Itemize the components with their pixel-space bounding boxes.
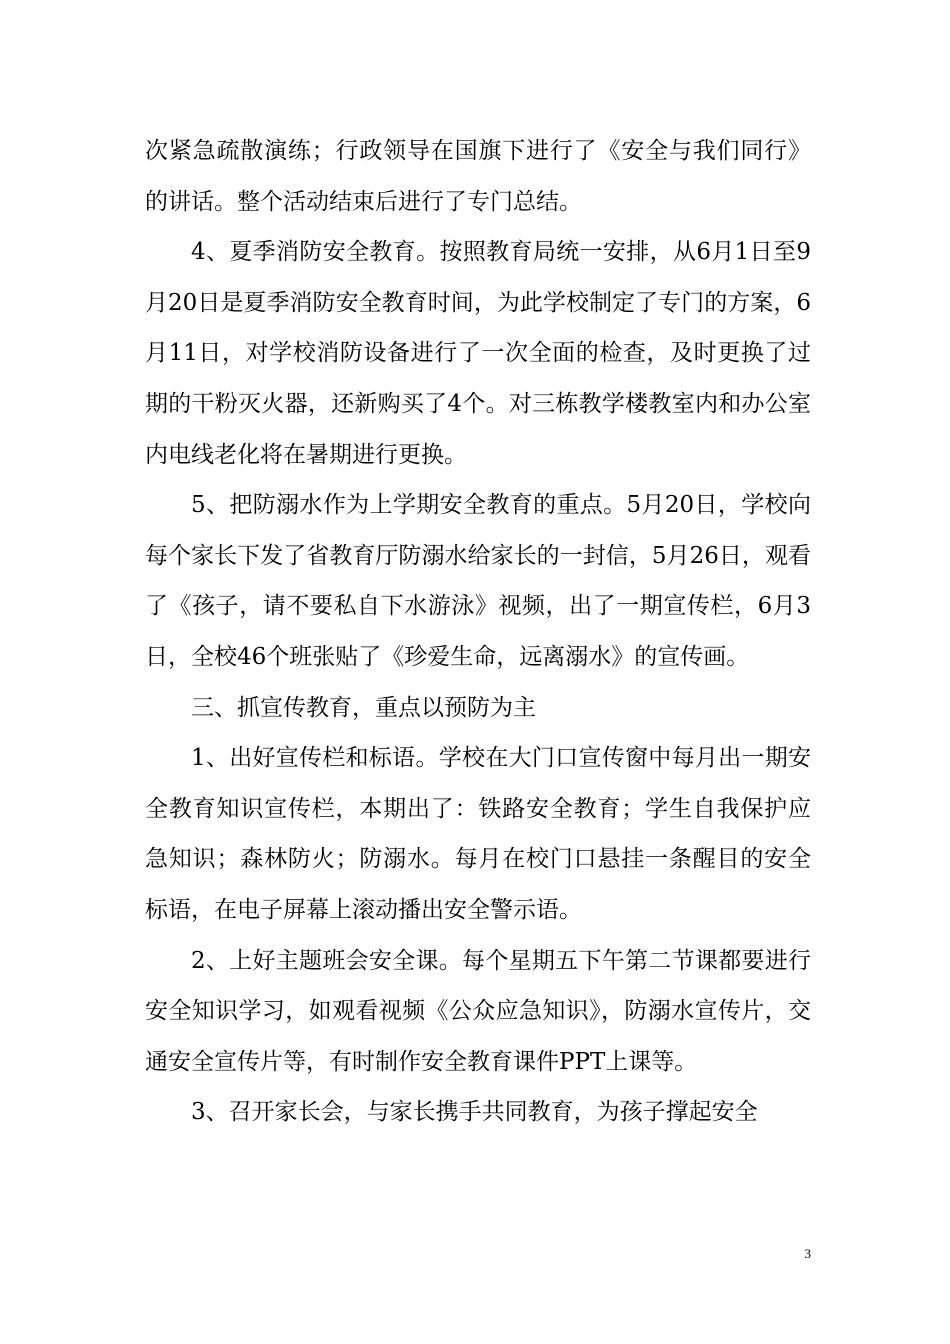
section-heading: 三、抓宣传教育，重点以预防为主 bbox=[191, 694, 536, 721]
paragraph-class-meeting: 2、上好主题班会安全课。每个星期五下午第二节课都要进行安全知识学习，如观看视频《公众应急知识》，防溺水宣传片，交通安全宣传片等，有时制作安全教育课件PPT上课等。 bbox=[145, 947, 811, 1075]
paragraph-continued: 次紧急疏散演练；行政领导在国旗下进行了《安全与我们同行》的讲话。整个活动结束后进行了专门总结。 bbox=[145, 138, 811, 215]
body-text bbox=[145, 126, 811, 1138]
paragraph-parent-meeting: 3、召开家长会，与家长携手共同教育，为孩子撑起安全 bbox=[191, 1099, 758, 1126]
paragraph-drowning-prevention: 5、把防溺水作为上学期安全教育的重点。5月20日，学校向每个家长下发了省教育厅防溺水给家长的一封信，5月26日，观看了《孩子，请不要私自下水游泳》视频，出了一期宣传栏，6月3日，全校46个班张贴了《珍爱生命，远离溺水》的宣传画。 bbox=[145, 492, 811, 670]
page-number: 3 bbox=[804, 1246, 811, 1261]
paragraph-fire-safety: 4、夏季消防安全教育。按照教育局统一安排，从6月1日至9月20日是夏季消防安全教育时间，为此学校制定了专门的方案，6月11日，对学校消防设备进行了一次全面的检查，及时更换了过期的干粉灭火器，还新购买了4个。对三栋教学楼教室内和办公室内电线老化将在暑期进行更换。 bbox=[145, 239, 811, 468]
paragraph-bulletin-board: 1、出好宣传栏和标语。学校在大门口宣传窗中每月出一期安全教育知识宣传栏，本期出了：铁路安全教育；学生自我保护应急知识；森林防火；防溺水。每月在校门口悬挂一条醒目的安全标语，在电子屏幕上滚动播出安全警示语。 bbox=[145, 745, 811, 923]
